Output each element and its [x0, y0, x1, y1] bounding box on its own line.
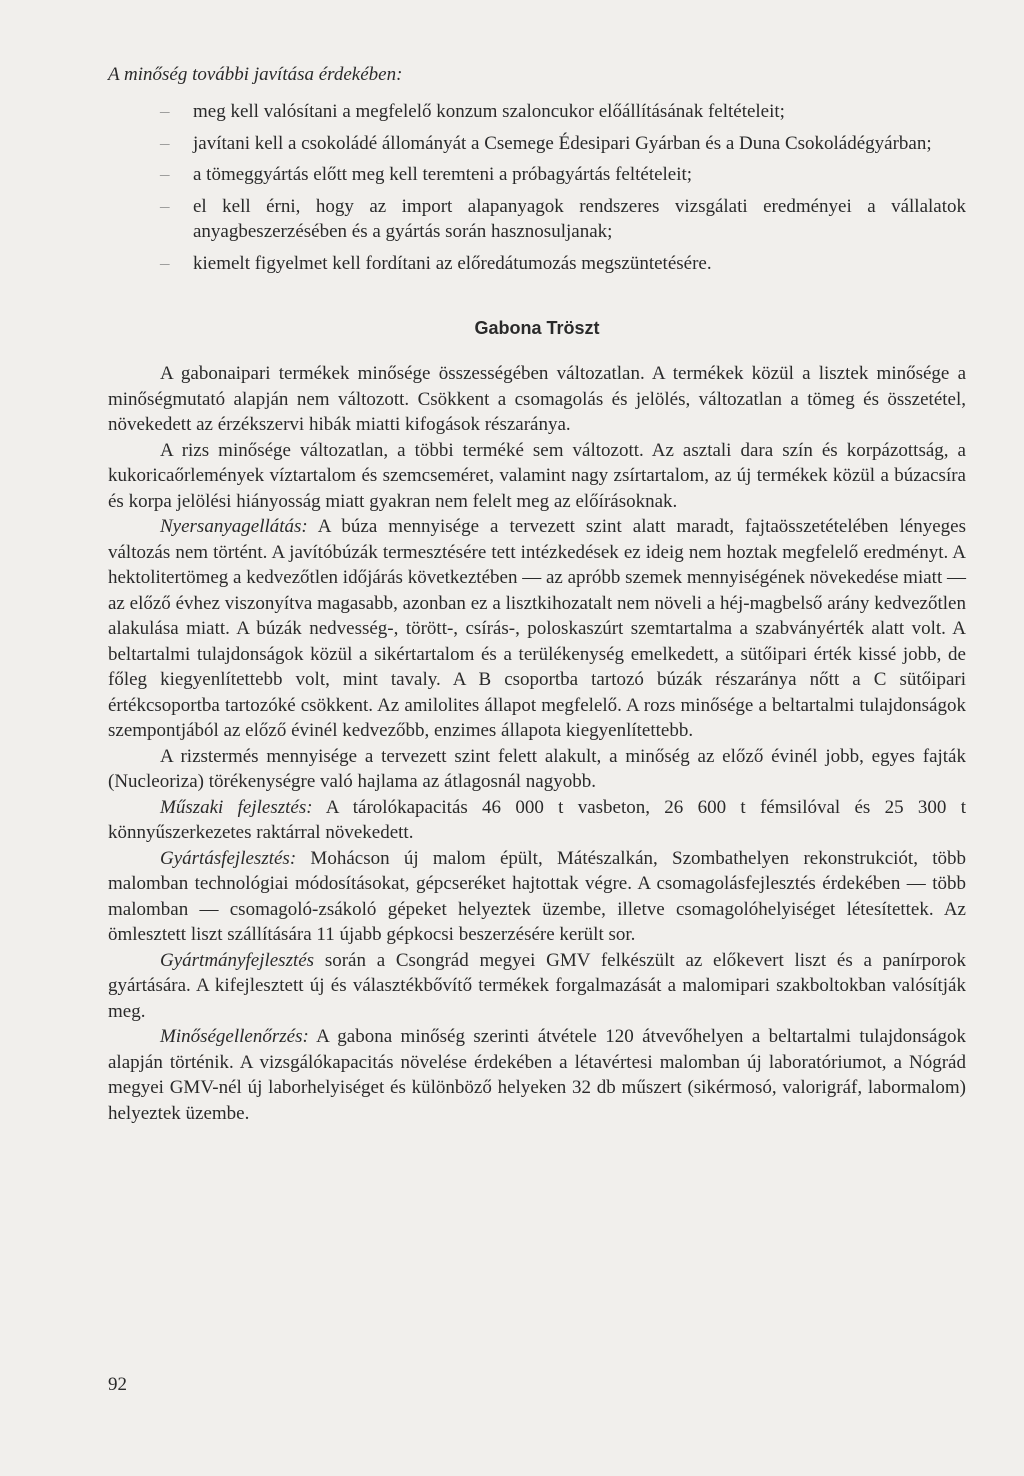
- requirements-list: [108, 99, 966, 276]
- list-item: – meg kell valósítani a megfelelő konzum szaloncukor előállításának feltételeit;: [108, 99, 966, 125]
- paragraph: Gyártmányfejlesztés során a Csongrád megyei GMV felkészült az előkevert liszt és a panírporok gyártására. A kifejlesztett új és választékbővítő termékek forgalmazását a malomipari szakboltokban valósítják meg.: [108, 949, 966, 1022]
- page-number: 92: [108, 1374, 127, 1395]
- paragraph: Gyártásfejlesztés: Mohácson új malom épült, Mátészalkán, Szombathelyen rekonstrukciót, több malomban technológiai módosításokat, gépcseréket hajtottak végre. A csomagolásfejlesztés érdekében — több malomban — csomagoló-zsákoló gépeket helyeztek üzembe, illetve csomagolóhelyiséget létesítettek. Az ömlesztett liszt szállítására 11 újabb gépkocsi beszerzésére került sor.: [108, 847, 966, 945]
- paragraph: A rizs minősége változatlan, a többi terméké sem változott. Az asztali dara szín és korpázottság, a kukoricaőrlemények víztartalom és szemcseméret, valamint nagy zsírtartalom, az új termékek közül a búzacsíra és korpa jelölési hiányosság miatt gyakran nem felelt meg az előírásoknak.: [108, 439, 966, 512]
- list-item: – el kell érni, hogy az import alapanyagok rendszeres vizsgálati eredményei a vállalatok anyagbeszerzésében és a gyártás során hasznosuljanak;: [160, 195, 966, 242]
- list-item: – javítani kell a csokoládé állományát a Csemege Édesipari Gyárban és a Duna Csokoládégyárban;: [108, 131, 966, 157]
- dash-icon: –: [160, 101, 170, 122]
- intro-heading: A minőség további javítása érdekében:: [108, 64, 403, 85]
- section-title: Gabona Tröszt: [474, 318, 600, 338]
- paragraph: Minőségellenőrzés: A gabona minőség szerinti átvétele 120 átvevőhelyen a beltartalmi tulajdonságok alapján történik. A vizsgálókapacitás növelése érdekében a létavértesi malomban új laboratóriumot, a Nógrád megyei GMV-nél új laborhelyiséget és különböző helyeken 32 db műszert (sikérmosó, valorigráf, labormalom) helyeztek üzembe.: [108, 1026, 966, 1124]
- list-item: – a tömeggyártás előtt meg kell teremteni a próbagyártás feltételeit;: [108, 162, 966, 188]
- paragraph: Műszaki fejlesztés: A tárolókapacitás 46 000 t vasbeton, 26 600 t fémsilóval és 25 300 t könnyűszerkezetes raktárral növekedett.: [108, 796, 966, 843]
- paragraph: A rizstermés mennyisége a tervezett szint felett alakult, a minőség az előző évinél jobb, egyes fajták (Nucleoriza) törékenységre való hajlama az átlagosnál nagyobb.: [108, 745, 966, 792]
- dash-icon: –: [160, 164, 170, 185]
- paragraph: Nyersanyagellátás: A búza mennyisége a tervezett szint alatt maradt, fajtaösszetételében lényeges változás nem történt. A javítóbúzák termesztésére tett intézkedések ez ideig nem hoztak megfelelő eredményt. A hektolitertömeg a kedvezőtlen időjárás következtében — az apróbb szemek mennyiségének növekedése miatt — az előző évhez viszonyítva magasabb, azonban ez a lisztkihozatalt nem növeli a héj-magbelső arány kedvezőtlen alakulása miatt. A búzák nedvesség-, törött-, csírás-, poloskaszúrt szemtartalma a szabványérték alatt volt. A beltartalmi tulajdonságok közül a sikértartalom és a terülékenység emelkedett, a sütőipari érték kissé jobb, de főleg kiegyenlítettebb volt, mint tavaly. A B csoportba tartozó búzák részaránya nőtt a C sütőipari értékcsoportba tartozóké csökkent. Az amilolites állapot megfelelő. A rozs minősége a beltartalmi tulajdonságok szempontjából az előző évinél kedvezőbb, enzimes állapota kiegyenlítettebb.: [108, 516, 966, 741]
- list-item: – kiemelt figyelmet kell fordítani az előredátumozás megszüntetésére.: [108, 251, 966, 277]
- paragraph: A gabonaipari termékek minősége összességében változatlan. A termékek közül a lisztek minősége a minőségmutató alapján nem változott. Csökkent a csomagolás és jelölés, változatlan a tömeg és összetétel, növekedett az érzékszervi hibák miatti kifogások részaránya.: [108, 363, 966, 435]
- dash-icon: –: [160, 252, 170, 274]
- dash-icon: –: [160, 195, 170, 217]
- dash-icon: –: [160, 132, 170, 154]
